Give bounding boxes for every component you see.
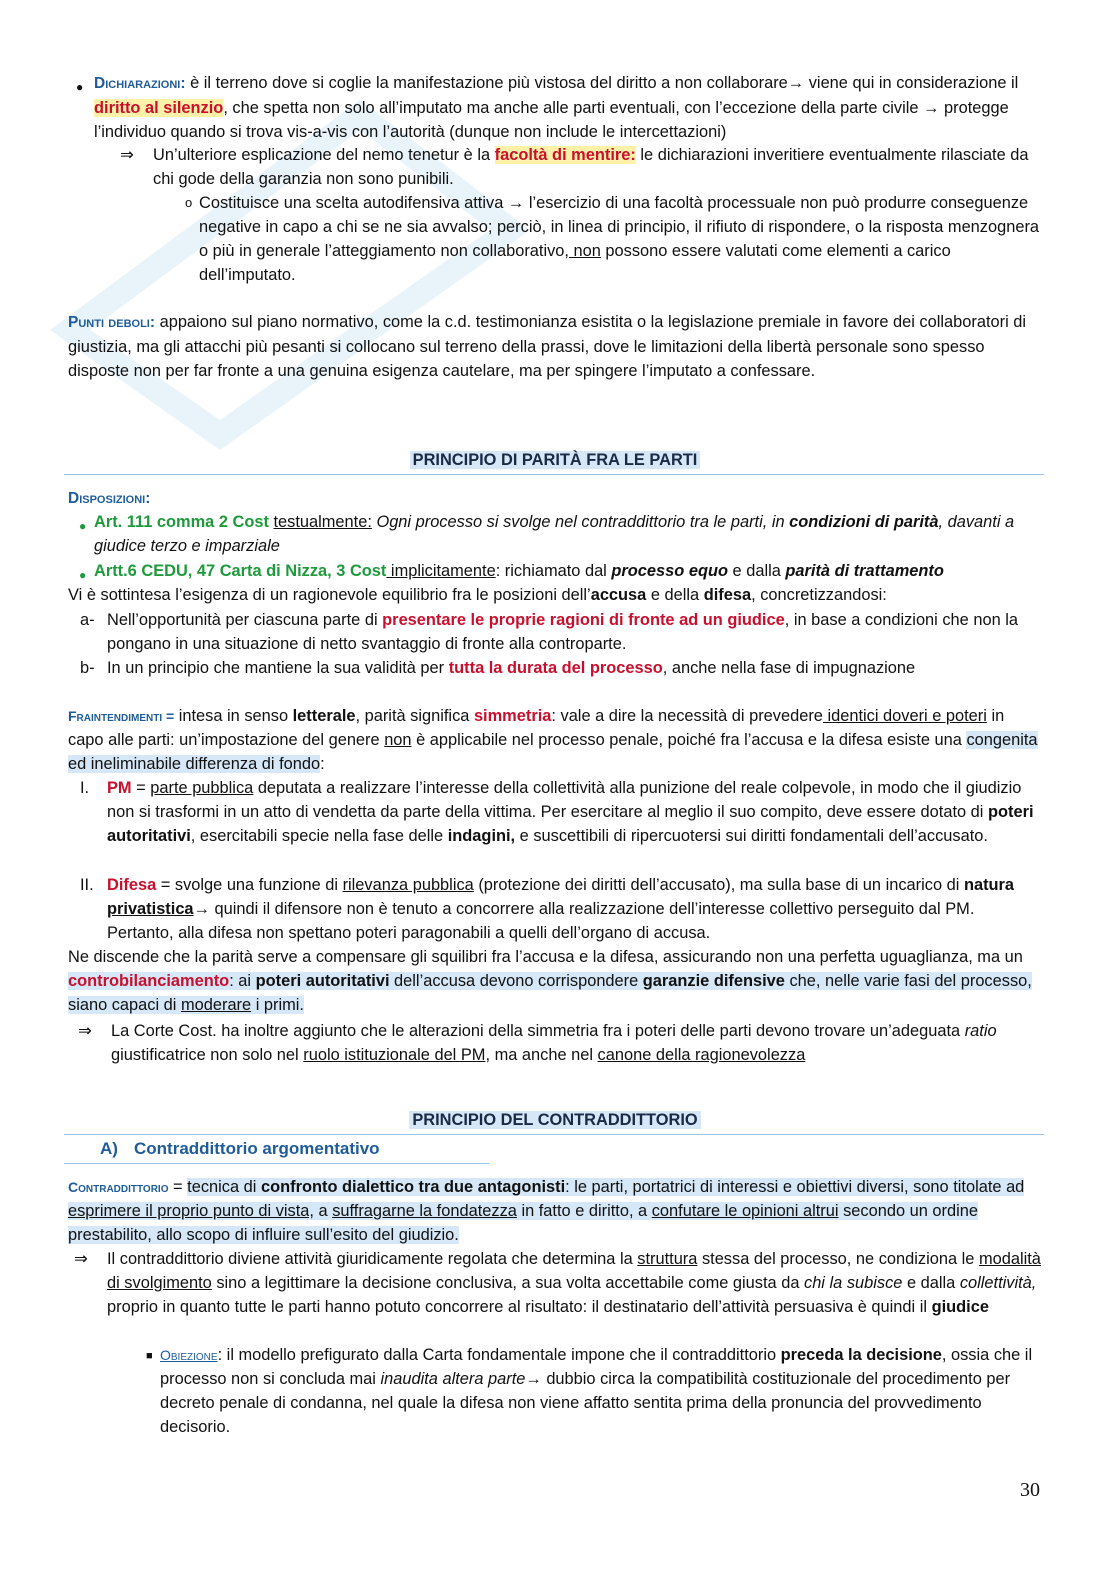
bullet-icon: ● — [79, 519, 87, 533]
list-marker-a: a- — [80, 611, 95, 629]
paragraph-scelta-autodifensiva: Costituisce una scelta autodifensiva attiva → l’esercizio di una facoltà processuale non può produrre conseguenze negative in capo a chi se ne sia avvalso; perciò, in linea di principio, il rifiuto di rispondere, o la risposta menzognera o più in generale l’atteggiamento non collaborativo, non possono essere valutati come elementi a carico dell’imputato. — [199, 194, 1040, 284]
paragraph-fraintendimenti: Fraintendimenti = intesa in senso letterale, parità significa simmetria: vale a dire la necessità di prevedere identici doveri e poteri in capo alle parti: un’impostazione del genere non è applicabile nel processo penale, poiché fra l’accusa e la difesa esiste una congenita ed ineliminabile differenza di fondo: — [68, 707, 1038, 773]
implies-arrow-icon: ⇒ — [74, 1250, 88, 1268]
bullet-icon: ● — [76, 80, 84, 94]
subheading-rule — [64, 1163, 489, 1164]
paragraph-dichiarazioni: Dichiarazioni: è il terreno dove si coglie la manifestazione più vistosa del diritto a non collaborare→ viene qui in considerazione il diritto al silenzio, che spetta non solo all’imputato ma anche alle parti eventuali, con l’eccezione della parte civile → protegge l’individuo quando si trova vis-a-vis con l’autorità (dunque non include le intercettazioni) — [94, 74, 1019, 141]
implies-arrow-icon: ⇒ — [120, 146, 134, 164]
paragraph-ne-discende: Ne discende che la parità serve a compensare gli squilibri fra l’accusa e la difesa, assicurando non una perfetta uguaglianza, ma un controbilanciamento: ai poteri autoritativi dell’accusa devono corrispondere garanzie difensive che, nelle varie fasi del processo, siano capaci di moderare i primi. — [68, 948, 1032, 1014]
arrow-right-icon: → — [525, 1370, 542, 1388]
heading-rule — [64, 1134, 1044, 1135]
disposizione-art111: Art. 111 comma 2 Cost testualmente: Ogni processo si svolge nel contraddittorio tra le parti, in condizioni di parità, davanti a giudice terzo e imparziale — [94, 513, 1015, 555]
paragraph-facolta-mentire: Un’ulteriore esplicazione del nemo tenetur è la facoltà di mentire: le dichiarazioni inveritiere eventualmente rilasciate da chi gode della garanzia non sono punibili. — [153, 146, 1029, 188]
implies-arrow-icon: ⇒ — [78, 1022, 92, 1040]
list-marker-II: II. — [80, 876, 94, 894]
paragraph-corte-cost: La Corte Cost. ha inoltre aggiunto che le alterazioni della simmetria fra i poteri delle parti devono trovare un’adeguata ratio giustificatrice non solo nel ruolo istituzionale del PM, ma anche nel canone della ragionevolezza — [111, 1022, 997, 1064]
list-marker-I: I. — [80, 779, 90, 797]
arrow-right-icon: → — [787, 74, 805, 92]
list-item-pm: PM = parte pubblica deputata a realizzare l’interesse della collettività alla punizione del reale colpevole, in modo che il giudizio non si trasformi in un atto di vendetta da parte della vittima. Per esercitare al meglio il suo compito, deve essere dotato di poteri autoritativi, esercitabili specie nella fase delle indagini, e suscettibili di ripercuotersi sui diritti fondamentali dell’accusato. — [107, 779, 1034, 845]
subheading-contraddittorio-argomentativo: Contraddittorio argomentativo — [134, 1139, 380, 1158]
list-marker-b: b- — [80, 659, 95, 677]
paragraph-punti-deboli: Punti deboli: appaiono sul piano normativo, come la c.d. testimonianza esistita o la legislazione premiale in favore dei collaboratori di giustizia, ma gli attacchi più pesanti si collocano sul terreno della prassi, dove le limitazioni della libertà personale sono spesso disposte non per far fronte a una genuina esigenza cautelare, ma per spingere l’imputato a confessare. — [68, 313, 1027, 380]
arrow-right-icon: → — [507, 194, 525, 212]
arrow-right-icon: → — [923, 99, 940, 117]
circle-bullet-icon: o — [185, 195, 193, 210]
paragraph-obiezione: Obiezione: il modello prefigurato dalla Carta fondamentale impone che il contraddittorio preceda la decisione, ossia che il processo non si concluda mai inaudita altera parte→ dubbio circa la compatibilità costituzionale del procedimento per decreto penale di condanna, nel quale la difesa non viene affatto sentita prima della pronuncia del provvedimento decisorio. — [160, 1346, 1033, 1436]
disposizione-cedu: Artt.6 CEDU, 47 Carta di Nizza, 3 Cost implicitamente: richiamato dal processo equo e dalla parità di trattamento — [94, 562, 944, 580]
bullet-icon: ● — [79, 568, 87, 582]
section-heading-contraddittorio: PRINCIPIO DEL CONTRADDITTORIO — [60, 1108, 1050, 1132]
disposizioni-label: Disposizioni: — [68, 490, 151, 507]
arrow-right-icon: → — [193, 900, 210, 918]
list-item-a: Nell’opportunità per ciascuna parte di presentare le proprie ragioni di fronte ad un giudice, in base a condizioni che non la pongano in una situazione di netto svantaggio di fronte alla controparte. — [107, 611, 1019, 653]
paragraph-attivita-regolata: Il contraddittorio diviene attività giuridicamente regolata che determina la struttura stessa del processo, ne condiziona le modalità di svolgimento sino a legittimare la decisione conclusiva, a sua volta accettabile come giusta da chi la subisce e dalla collettività, proprio in quanto tutte le parti hanno potuto concorrere al risultato: il destinatario dell’attività persuasiva è quindi il giudice — [107, 1250, 1041, 1316]
heading-rule — [64, 474, 1044, 475]
list-item-b: In un principio che mantiene la sua validità per tutta la durata del processo, anche nella fase di impugnazione — [107, 659, 916, 677]
page-number: 30 — [1020, 1479, 1040, 1501]
subheading-marker: A) — [100, 1139, 118, 1158]
section-heading-parita: PRINCIPIO DI PARITÀ FRA LE PARTI — [60, 448, 1050, 472]
paragraph-equilibrio: Vi è sottintesa l’esigenza di un ragionevole equilibrio fra le posizioni dell’accusa e della difesa, concretizzandosi: — [68, 586, 887, 604]
list-item-difesa: Difesa = svolge una funzione di rilevanza pubblica (protezione dei diritti dell’accusato), ma sulla base di un incarico di natura privatistica→ quindi il difensore non è tenuto a concorrere alla realizzazione dell’interesse collettivo perseguito dal PM. Pertanto, alla difesa non spettano poteri paragonabili a quelli dell’organo di accusa. — [107, 876, 1015, 942]
square-bullet-icon: ■ — [146, 1350, 153, 1362]
paragraph-contraddittorio-def: Contraddittorio = tecnica di confronto dialettico tra due antagonisti: le parti, portatrici di interessi e obiettivi diversi, sono titolate ad esprimere il proprio punto di vista, a suffragarne la fondatezza in fatto e diritto, a confutare le opinioni altrui secondo un ordine prestabilito, allo scopo di influire sull’esito del giudizio. — [68, 1178, 1025, 1244]
